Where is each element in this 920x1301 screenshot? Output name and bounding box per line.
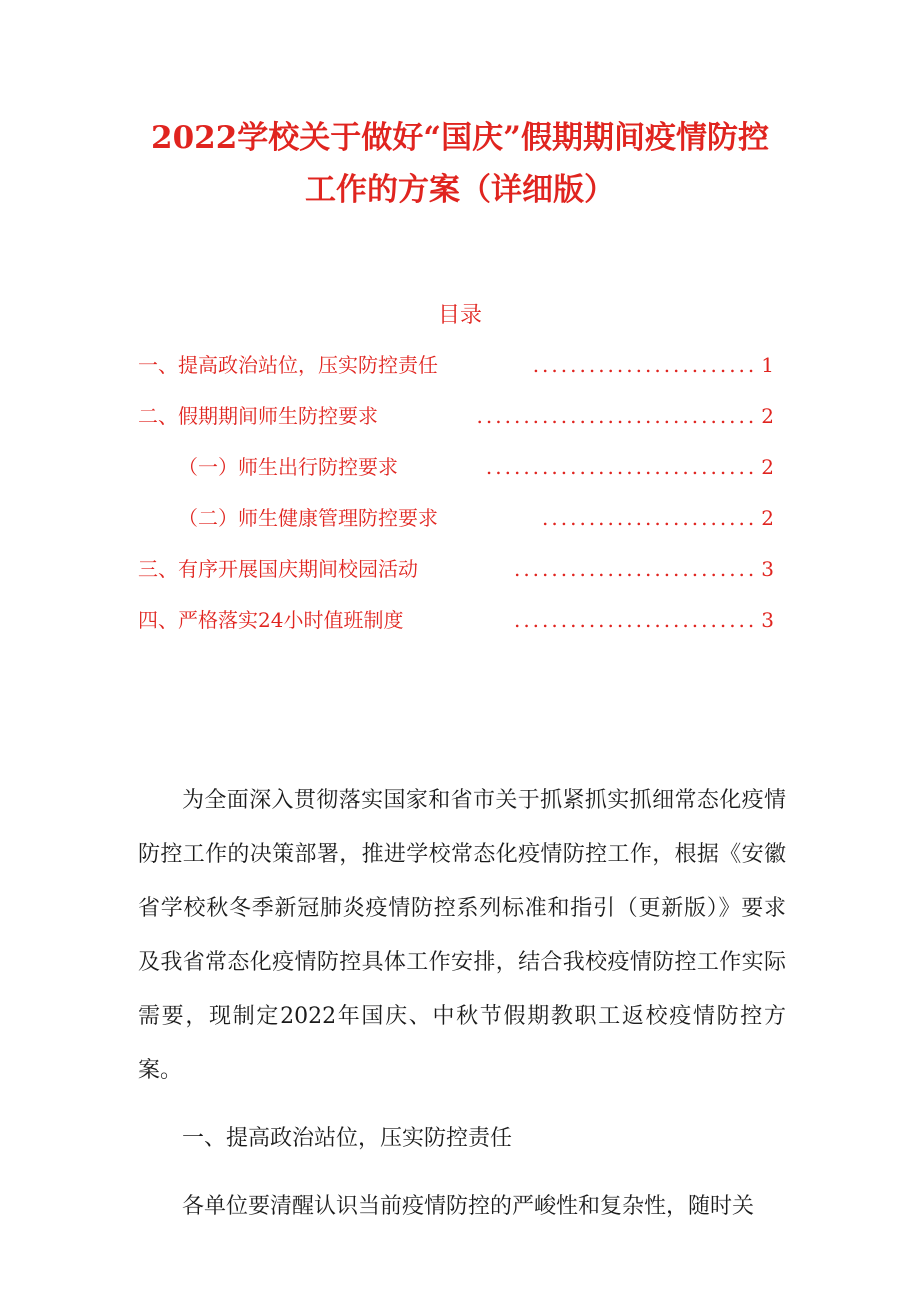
title-line-2: 工作的方案（详细版） xyxy=(305,172,615,208)
toc-leader-dots: ....................... xyxy=(542,506,758,530)
document-title xyxy=(0,112,920,216)
section-heading-1: 一、提高政治站位，压实防控责任 xyxy=(182,1126,513,1151)
toc-item-label: （二）师生健康管理防控要求 xyxy=(178,506,438,530)
toc-page-number: 2 xyxy=(761,404,774,428)
toc-item-1[interactable] xyxy=(138,345,774,385)
toc-item-label: 二、假期期间师生防控要求 xyxy=(138,404,378,428)
toc-page-number: 1 xyxy=(761,353,774,377)
toc-item-2[interactable] xyxy=(138,396,774,436)
toc-page-number: 3 xyxy=(761,557,774,581)
toc-item-4[interactable] xyxy=(178,498,774,538)
document-body xyxy=(138,774,786,1234)
toc-leader-dots: .......................... xyxy=(513,608,758,632)
toc-item-6[interactable] xyxy=(138,600,774,640)
toc-item-label: （一）师生出行防控要求 xyxy=(178,455,398,479)
title-line-1: 2022学校关于做好“国庆”假期期间疫情防控 xyxy=(151,120,769,156)
toc-page-number: 2 xyxy=(761,455,774,479)
section-paragraph-1: 各单位要清醒认识当前疫情防控的严峻性和复杂性，随时关 xyxy=(182,1194,755,1219)
toc-heading: 目录 xyxy=(437,303,482,328)
toc-leader-dots: .............................. xyxy=(476,404,758,428)
toc-leader-dots: ........................ xyxy=(532,353,758,377)
toc-page-number: 3 xyxy=(761,608,774,632)
toc-item-label: 四、严格落实24小时值班制度 xyxy=(138,608,404,632)
toc-leader-dots: ............................. xyxy=(485,455,758,479)
toc-item-label: 一、提高政治站位，压实防控责任 xyxy=(138,353,438,377)
toc-page-number: 2 xyxy=(761,506,774,530)
toc-item-5[interactable] xyxy=(138,549,774,589)
toc-item-label: 三、有序开展国庆期间校园活动 xyxy=(138,557,418,581)
toc-leader-dots: .......................... xyxy=(513,557,758,581)
intro-paragraph: 为全面深入贯彻落实国家和省市关于抓紧抓实抓细常态化疫情防控工作的决策部署，推进学校常态化疫情防控工作，根据《安徽省学校秋冬季新冠肺炎疫情防控系列标准和指引（更新版）》要求及我省常态化疫情防控具体工作安排，结合我校疫情防控工作实际需要，现制定2022年国庆、中秋节假期教职工返校疫情防控方案。 xyxy=(138,788,786,1083)
toc-item-3[interactable] xyxy=(178,447,774,487)
